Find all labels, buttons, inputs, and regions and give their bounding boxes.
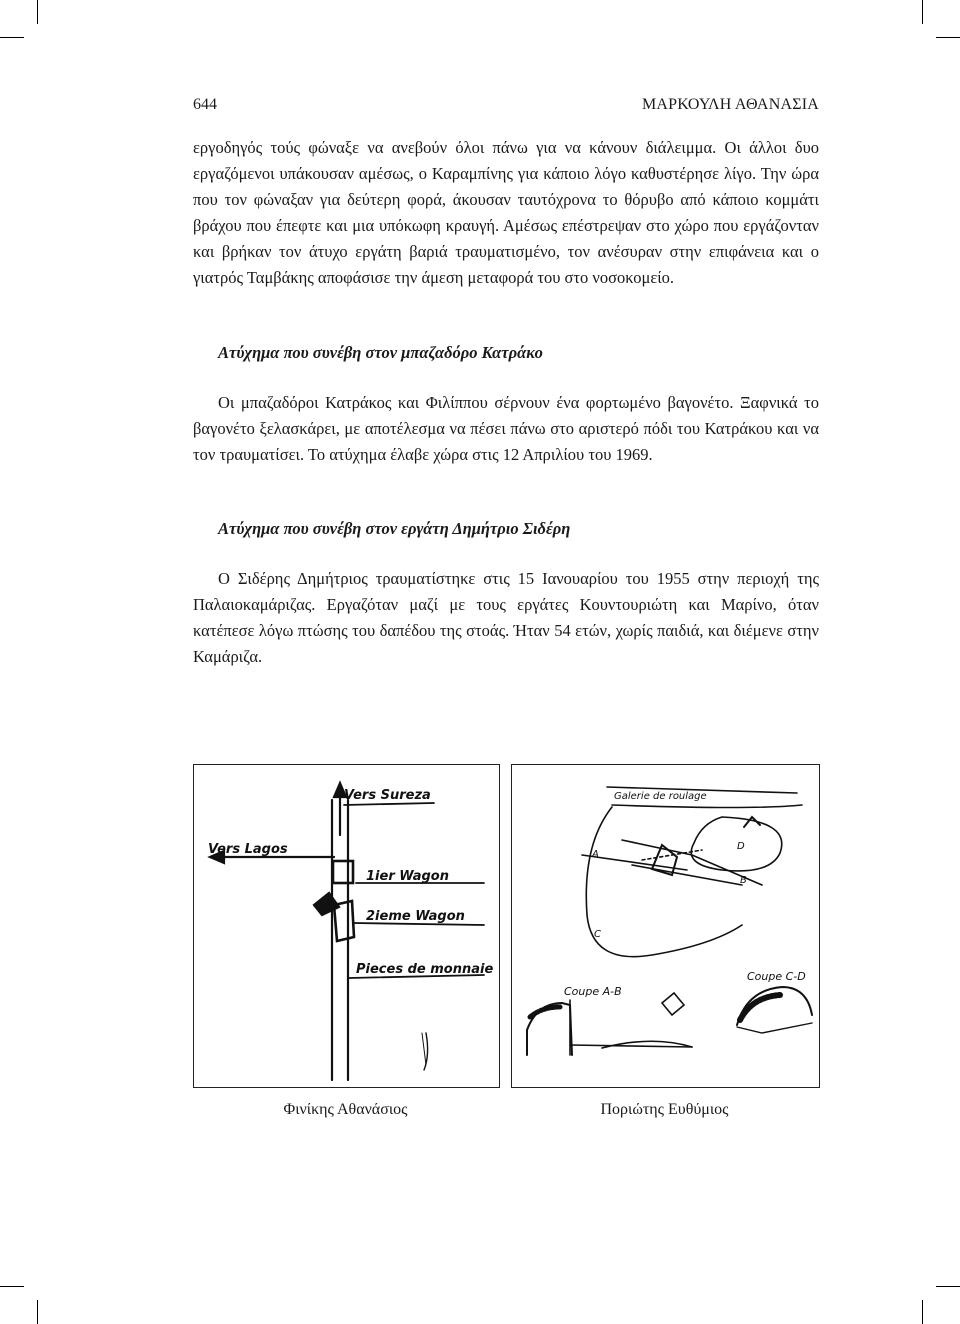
label-d: D [737,841,745,852]
figure-track-sketch [193,764,500,1088]
section-heading: Ατύχημα που συνέβη στον εργάτη Δημήτριο Σιδέρη [218,519,571,538]
track-sketch-drawing [194,765,499,1087]
section-paragraph [193,390,819,468]
label-coupe-cd: Coupe C-D [747,970,806,983]
figure-caption-left: Φινίκης Αθανάσιος [283,1101,408,1118]
label-b: B [740,875,747,886]
paragraph-text: εργοδηγός τούς φώναξε να ανεβούν όλοι πάνω για να κάνουν διάλειμμα. Οι άλλοι δυο εργαζόμενοι υπάκουσαν αμέσως, ο Καραμπίνης για κάποιο λόγο καθυστέρησε λίγο. Την ώρα που τον φώναξαν για δεύτερη φορά, άκουσαν ταυτόχρονα το θόρυβο από κάποιο κομμάτι βράχου που έπεφτε και μια υπόκωφη κραυγή. Αμέσως επέστρεψαν στο χώρο που εργάζονταν και βρήκαν τον άτυχο εργάτη βαριά τραυματισμένο, τον ανέσυραν στην επιφάνεια και ο γιατρός Ταμβάκης αποφάσισε την άμεση μεταφορά του στο νοσοκομείο. [193,138,819,287]
running-header-author: ΜΑΡΚΟΥΛΗ ΑΘΑΝΑΣΙΑ [641,96,819,113]
crop-mark [922,1300,923,1324]
page-number: 644 [193,96,217,113]
section-paragraph [193,566,819,670]
gallery-plan-drawing [512,765,819,1087]
paragraph-text: Ο Σιδέρης Δημήτριος τραυματίστηκε στις 15 Ιανουαρίου του 1955 στην περιοχή της Παλαιοκαμάριζας. Εργαζόταν μαζί με τους εργάτες Κουντουριώτη και Μαρίνο, όταν κατέπεσε λόγω πτώσης του δαπέδου της στοάς. Ήταν 54 ετών, χωρίς παιδιά, και διέμενε στην Καμάριζα. [193,569,819,666]
figure-caption-right: Ποριώτης Ευθύμιος [600,1101,729,1118]
label-c: C [594,929,601,940]
label-a: A [592,849,599,860]
crop-mark [0,1286,24,1287]
crop-mark [922,0,923,24]
label-wagon-2: 2ieme Wagon [366,909,465,924]
label-vers-lagos: Vers Lagos [208,842,288,857]
label-vers-sureza: Vers Sureza [344,788,431,803]
paragraph-text: Οι μπαζαδόροι Κατράκος και Φιλίππου σέρνουν ένα φορτωμένο βαγονέτο. Ξαφνικά το βαγονέτο ξελασκάρει, με αποτέλεσμα να πέσει πάνω στο αριστερό πόδι του Κατράκου και να τον τραυματίσει. Το ατύχημα έλαβε χώρα στις 12 Απριλίου του 1969. [193,393,819,464]
label-coupe-ab: Coupe A-B [564,985,622,998]
crop-mark [936,37,960,38]
label-pieces-de-monnaie: Pieces de monnaie [356,962,494,977]
figure-gallery-plan [511,764,820,1088]
crop-mark [37,0,38,24]
crop-mark [37,1300,38,1324]
crop-mark [0,37,24,38]
section-heading: Ατύχημα που συνέβη στον μπαζαδόρο Κατράκο [218,343,543,362]
label-wagon-1: 1ier Wagon [366,869,449,884]
crop-mark [936,1286,960,1287]
label-galerie-de-roulage: Galerie de roulage [614,791,707,802]
body-paragraph [193,135,819,291]
